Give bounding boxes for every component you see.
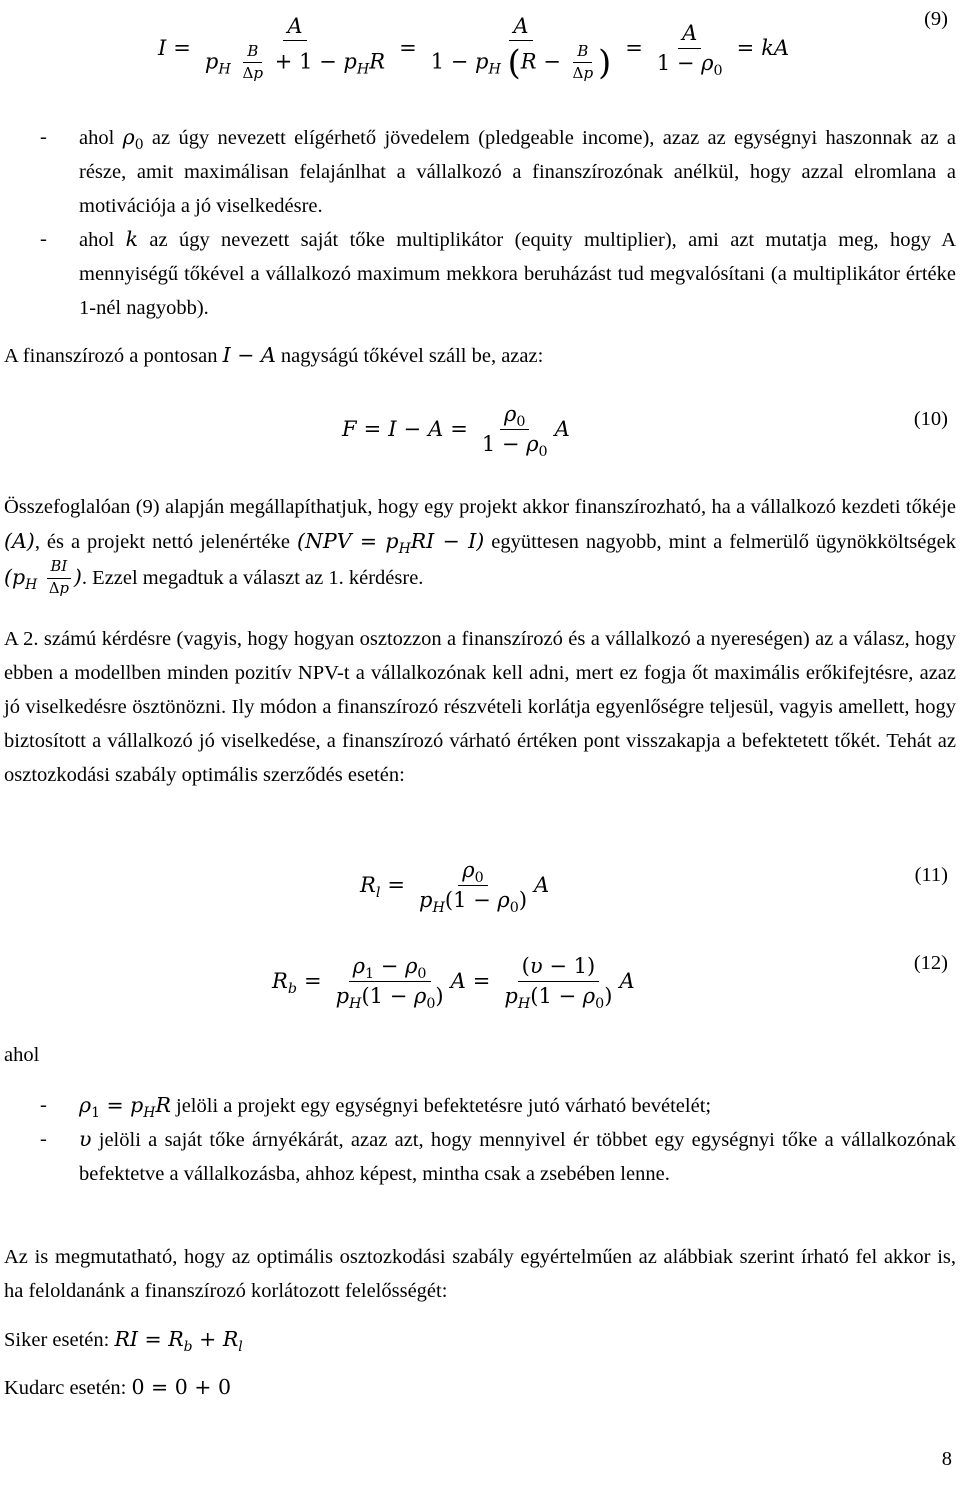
equation-number-9: (9) — [924, 8, 948, 30]
equation-number-11: (11) — [914, 864, 948, 886]
bullet-item-rho1: - $\rho_1 = p_HR$ jelöli a projekt egy egységnyi befektetésre jutó várható bevételét; — [40, 1093, 712, 1122]
equation-10: F = I − A = $\frac{\rho_0}{1 - \rho_0}$ A — [342, 402, 570, 460]
bullet-item-rho0: - ahol $\rho_0$ az úgy nevezett elígérhető jövedelem (pledgeable income), azaz az egységnyi haszonnak az a része, amit maximálisan felajánlhat a vállalkozó a finanszírozónak anélkül, hogy azzal elromlana a motivációja a jó viselkedésre. — [40, 125, 956, 217]
bullet-item-upsilon: - υ jelöli a saját tőke árnyékárát, azaz azt, hogy mennyivel ér többet egy egységnyi tőke a vállalkozónak befektetve a vállalkozásba, ahhoz képest, mintha csak a zsebében lenne. — [40, 1127, 957, 1185]
paragraph-summary: Összefoglalóan (9) alapján megállapíthatjuk, hogy egy projekt akkor finanszírozható, ha a vállalkozó kezdeti tőkéje (A), és a projekt nettó jelenértéke $(NPV = p_HRI - I)$ együttesen nagyobb, mint a felmerülő ügynökköltségek ($p_H$ $\frac{BI}{\Delta p}$ ). Ezzel megadtuk a választ az 1. kérdésre. — [4, 496, 956, 597]
failure-case: Kudarc esetén: 0 = 0 + 0 — [4, 1375, 232, 1399]
page-number: 8 — [941, 1448, 952, 1470]
equation-number-12: (12) — [913, 952, 948, 974]
equation-12: $R_b$ = $\frac{\rho_1 - \rho_0}{p_H(1 - \rho_0)}$ A = $\frac{(\upsilon - 1)}{p_H(1 - \rho_0)}$ A — [272, 954, 635, 1012]
equation-9: I = A $p_H$ $\frac{B}{\Delta p}$ + $1 - p_HR$ = A $1 - p_H$ (R − $\frac{B}{\Delta p}$ ) = $\frac{A}{1 - \rho_0}$ = kA — [158, 13, 790, 83]
success-case: Siker esetén: RI = $R_b + R_l$ — [4, 1327, 243, 1356]
paragraph-answer-2: A 2. számú kérdésre (vagyis, hogy hogyan osztozzon a finanszírozó és a vállalkozó a nyereségen) az a válasz, hogy ebben a modellben minden pozitív NPV-t a vállalkozónak kell adni, mert ez fogja őt maximális erőkifejtésre, azaz jó viselkedésre ösztönözni. Ily módon a finanszírozó részvételi korlátja egyenlőségre teljesül, vagyis amellett, hogy biztosított a vállalkozó jó viselkedése, a finanszírozó várható értéken pont visszakapja a befektetett tőkét. Tehát az osztozkodási szabály optimális szerződés esetén: — [4, 628, 956, 786]
equation-number-10: (10) — [913, 408, 948, 430]
paragraph-optimal-sharing: Az is megmutatható, hogy az optimális osztozkodási szabály egyértelműen az alábbiak szerint írható fel akkor is, ha feloldanánk a finanszírozó korlátozott felelősségét: — [4, 1246, 956, 1302]
label-ahol: ahol — [4, 1044, 40, 1066]
equation-11: $R_l$ = $\frac{\rho_0}{p_H(1 - \rho_0)}$ A — [360, 858, 550, 916]
paragraph-financer: A finanszírozó a pontosan I − A nagyságú tőkével száll be, azaz: — [4, 343, 544, 367]
bullet-item-k: - ahol k az úgy nevezett saját tőke multiplikátor (equity multiplier), ami azt mutatja meg, hogy A mennyiségű tőkével a vállalkozó maximum mekkora beruházást tud megvalósítani (a multiplikátor értéke 1-nél nagyobb). — [40, 227, 957, 319]
